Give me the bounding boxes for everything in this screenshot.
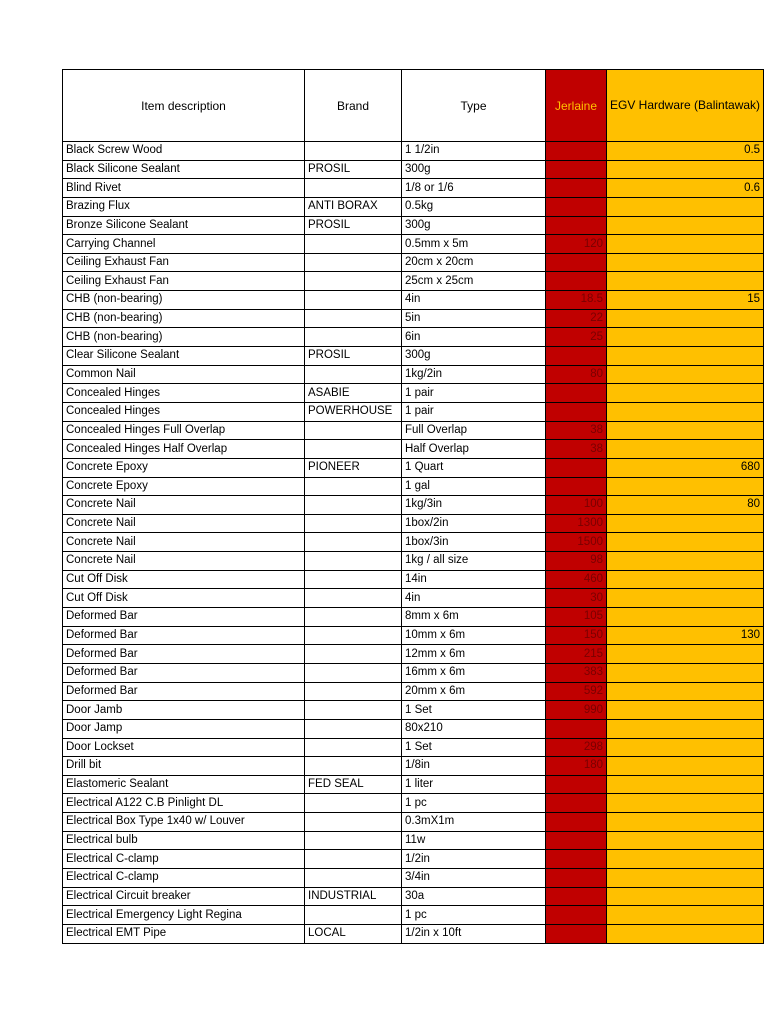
- table-row: [63, 309, 764, 328]
- table-row: [63, 496, 764, 515]
- cell-type: 1/2in x 10ft: [402, 924, 546, 943]
- cell-item-description: Electrical Circuit breaker: [63, 887, 305, 906]
- cell-jerlaine-price: [546, 477, 607, 496]
- cell-egv-price: [607, 589, 764, 608]
- cell-egv-price: [607, 160, 764, 179]
- cell-item-description: Deformed Bar: [63, 626, 305, 645]
- cell-brand: [305, 831, 402, 850]
- cell-jerlaine-price: 22: [546, 309, 607, 328]
- cell-item-description: Elastomeric Sealant: [63, 775, 305, 794]
- cell-jerlaine-price: [546, 402, 607, 421]
- cell-item-description: Electrical C-clamp: [63, 850, 305, 869]
- cell-type: 300g: [402, 347, 546, 366]
- cell-jerlaine-price: 150: [546, 626, 607, 645]
- cell-item-description: Concrete Nail: [63, 496, 305, 515]
- cell-egv-price: [607, 309, 764, 328]
- cell-type: 1 gal: [402, 477, 546, 496]
- cell-type: 1 pair: [402, 384, 546, 403]
- table-row: [63, 831, 764, 850]
- cell-egv-price: [607, 347, 764, 366]
- cell-type: 1box/3in: [402, 533, 546, 552]
- cell-item-description: Clear Silicone Sealant: [63, 347, 305, 366]
- cell-brand: [305, 235, 402, 254]
- cell-item-description: Black Screw Wood: [63, 142, 305, 161]
- cell-egv-price: [607, 552, 764, 571]
- table-row: [63, 458, 764, 477]
- cell-type: 1 1/2in: [402, 142, 546, 161]
- cell-type: Half Overlap: [402, 440, 546, 459]
- cell-brand: LOCAL: [305, 924, 402, 943]
- table-row: [63, 906, 764, 925]
- cell-egv-price: 0.5: [607, 142, 764, 161]
- cell-type: 300g: [402, 160, 546, 179]
- cell-item-description: Cut Off Disk: [63, 589, 305, 608]
- cell-brand: ASABIE: [305, 384, 402, 403]
- table-row: [63, 887, 764, 906]
- cell-type: Full Overlap: [402, 421, 546, 440]
- table-body: [63, 142, 764, 944]
- cell-type: 4in: [402, 291, 546, 310]
- cell-type: 1kg / all size: [402, 552, 546, 571]
- cell-brand: [305, 496, 402, 515]
- cell-brand: PROSIL: [305, 347, 402, 366]
- cell-brand: [305, 142, 402, 161]
- cell-jerlaine-price: 120: [546, 235, 607, 254]
- cell-egv-price: [607, 235, 764, 254]
- table-row: [63, 645, 764, 664]
- cell-type: 30a: [402, 887, 546, 906]
- cell-brand: [305, 477, 402, 496]
- cell-brand: [305, 794, 402, 813]
- cell-type: 20mm x 6m: [402, 682, 546, 701]
- cell-brand: ANTI BORAX: [305, 197, 402, 216]
- table-row: [63, 626, 764, 645]
- cell-item-description: Electrical Box Type 1x40 w/ Louver: [63, 813, 305, 832]
- cell-type: 14in: [402, 570, 546, 589]
- cell-egv-price: [607, 701, 764, 720]
- cell-egv-price: [607, 570, 764, 589]
- table-row: [63, 291, 764, 310]
- cell-egv-price: [607, 682, 764, 701]
- cell-jerlaine-price: 215: [546, 645, 607, 664]
- cell-type: 11w: [402, 831, 546, 850]
- cell-type: 0.5kg: [402, 197, 546, 216]
- header-supplier-jerlaine: Jerlaine: [546, 70, 607, 142]
- cell-brand: [305, 552, 402, 571]
- cell-type: 4in: [402, 589, 546, 608]
- cell-jerlaine-price: 105: [546, 608, 607, 627]
- cell-jerlaine-price: [546, 850, 607, 869]
- table-row: [63, 663, 764, 682]
- cell-type: 1/8 or 1/6: [402, 179, 546, 198]
- table-row: [63, 552, 764, 571]
- table-row: [63, 347, 764, 366]
- cell-jerlaine-price: [546, 216, 607, 235]
- cell-item-description: Door Jamp: [63, 719, 305, 738]
- header-row: [63, 70, 764, 142]
- cell-brand: [305, 626, 402, 645]
- table-row: [63, 384, 764, 403]
- cell-jerlaine-price: [546, 142, 607, 161]
- table-row: [63, 924, 764, 943]
- cell-egv-price: [607, 440, 764, 459]
- cell-egv-price: [607, 421, 764, 440]
- cell-item-description: Electrical bulb: [63, 831, 305, 850]
- cell-egv-price: [607, 757, 764, 776]
- cell-jerlaine-price: [546, 813, 607, 832]
- table-row: [63, 402, 764, 421]
- cell-item-description: Concealed Hinges Full Overlap: [63, 421, 305, 440]
- cell-type: 80x210: [402, 719, 546, 738]
- cell-egv-price: [607, 365, 764, 384]
- cell-brand: PROSIL: [305, 216, 402, 235]
- cell-item-description: Electrical Emergency Light Regina: [63, 906, 305, 925]
- cell-item-description: CHB (non-bearing): [63, 309, 305, 328]
- table-row: [63, 757, 764, 776]
- header-type: Type: [402, 70, 546, 142]
- cell-egv-price: 680: [607, 458, 764, 477]
- table-row: [63, 328, 764, 347]
- cell-item-description: Deformed Bar: [63, 645, 305, 664]
- cell-item-description: Common Nail: [63, 365, 305, 384]
- cell-jerlaine-price: [546, 347, 607, 366]
- cell-item-description: Electrical A122 C.B Pinlight DL: [63, 794, 305, 813]
- cell-egv-price: [607, 924, 764, 943]
- cell-item-description: Deformed Bar: [63, 608, 305, 627]
- table-row: [63, 850, 764, 869]
- cell-brand: INDUSTRIAL: [305, 887, 402, 906]
- table-row: [63, 197, 764, 216]
- table-row: [63, 608, 764, 627]
- cell-egv-price: [607, 216, 764, 235]
- cell-egv-price: [607, 850, 764, 869]
- cell-item-description: Concrete Epoxy: [63, 458, 305, 477]
- cell-type: 1 Quart: [402, 458, 546, 477]
- cell-jerlaine-price: [546, 160, 607, 179]
- cell-egv-price: [607, 272, 764, 291]
- cell-type: 0.5mm x 5m: [402, 235, 546, 254]
- cell-jerlaine-price: [546, 906, 607, 925]
- cell-egv-price: [607, 868, 764, 887]
- cell-brand: PIONEER: [305, 458, 402, 477]
- cell-jerlaine-price: 100: [546, 496, 607, 515]
- cell-type: 1 pc: [402, 794, 546, 813]
- table-row: [63, 570, 764, 589]
- cell-jerlaine-price: [546, 384, 607, 403]
- cell-type: 1box/2in: [402, 514, 546, 533]
- cell-egv-price: [607, 831, 764, 850]
- cell-egv-price: 15: [607, 291, 764, 310]
- cell-item-description: Ceiling Exhaust Fan: [63, 272, 305, 291]
- cell-brand: [305, 309, 402, 328]
- cell-brand: [305, 421, 402, 440]
- cell-egv-price: [607, 533, 764, 552]
- cell-egv-price: [607, 794, 764, 813]
- cell-type: 1 liter: [402, 775, 546, 794]
- cell-item-description: Concrete Nail: [63, 514, 305, 533]
- cell-egv-price: [607, 645, 764, 664]
- cell-item-description: Drill bit: [63, 757, 305, 776]
- cell-item-description: Black Silicone Sealant: [63, 160, 305, 179]
- cell-jerlaine-price: 1300: [546, 514, 607, 533]
- cell-jerlaine-price: 38: [546, 421, 607, 440]
- table-row: [63, 477, 764, 496]
- cell-brand: [305, 608, 402, 627]
- table-row: [63, 701, 764, 720]
- cell-item-description: Deformed Bar: [63, 663, 305, 682]
- cell-item-description: Brazing Flux: [63, 197, 305, 216]
- cell-jerlaine-price: [546, 719, 607, 738]
- cell-egv-price: [607, 775, 764, 794]
- cell-item-description: Blind Rivet: [63, 179, 305, 198]
- cell-jerlaine-price: 298: [546, 738, 607, 757]
- cell-item-description: Concrete Nail: [63, 552, 305, 571]
- cell-egv-price: [607, 738, 764, 757]
- cell-brand: FED SEAL: [305, 775, 402, 794]
- table-row: [63, 738, 764, 757]
- cell-item-description: Electrical C-clamp: [63, 868, 305, 887]
- cell-brand: [305, 906, 402, 925]
- cell-item-description: Carrying Channel: [63, 235, 305, 254]
- cell-jerlaine-price: [546, 775, 607, 794]
- cell-brand: [305, 645, 402, 664]
- cell-jerlaine-price: 25: [546, 328, 607, 347]
- cell-jerlaine-price: 18.5: [546, 291, 607, 310]
- cell-jerlaine-price: [546, 197, 607, 216]
- cell-item-description: Concealed Hinges: [63, 402, 305, 421]
- cell-jerlaine-price: [546, 179, 607, 198]
- cell-brand: [305, 533, 402, 552]
- cell-jerlaine-price: 180: [546, 757, 607, 776]
- cell-jerlaine-price: [546, 458, 607, 477]
- cell-item-description: Concealed Hinges Half Overlap: [63, 440, 305, 459]
- price-comparison-table: [62, 69, 764, 944]
- cell-brand: [305, 813, 402, 832]
- cell-brand: [305, 272, 402, 291]
- table-row: [63, 794, 764, 813]
- table-row: [63, 142, 764, 161]
- cell-egv-price: [607, 328, 764, 347]
- cell-type: 20cm x 20cm: [402, 253, 546, 272]
- table-row: [63, 682, 764, 701]
- cell-type: 1/8in: [402, 757, 546, 776]
- cell-type: 10mm x 6m: [402, 626, 546, 645]
- cell-item-description: Electrical EMT Pipe: [63, 924, 305, 943]
- cell-item-description: Cut Off Disk: [63, 570, 305, 589]
- cell-jerlaine-price: 460: [546, 570, 607, 589]
- cell-type: 25cm x 25cm: [402, 272, 546, 291]
- cell-item-description: CHB (non-bearing): [63, 291, 305, 310]
- table-row: [63, 272, 764, 291]
- cell-egv-price: [607, 402, 764, 421]
- cell-type: 16mm x 6m: [402, 663, 546, 682]
- cell-brand: POWERHOUSE: [305, 402, 402, 421]
- table-row: [63, 514, 764, 533]
- cell-egv-price: [607, 477, 764, 496]
- table-row: [63, 421, 764, 440]
- cell-brand: [305, 682, 402, 701]
- table-row: [63, 775, 764, 794]
- cell-item-description: Door Jamb: [63, 701, 305, 720]
- cell-brand: [305, 589, 402, 608]
- cell-item-description: Concrete Epoxy: [63, 477, 305, 496]
- table-row: [63, 216, 764, 235]
- table-row: [63, 813, 764, 832]
- cell-type: 1kg/3in: [402, 496, 546, 515]
- cell-type: 1 pc: [402, 906, 546, 925]
- cell-egv-price: [607, 813, 764, 832]
- cell-brand: [305, 514, 402, 533]
- cell-jerlaine-price: [546, 272, 607, 291]
- cell-jerlaine-price: [546, 253, 607, 272]
- cell-brand: [305, 440, 402, 459]
- cell-egv-price: 80: [607, 496, 764, 515]
- cell-type: 0.3mX1m: [402, 813, 546, 832]
- cell-egv-price: [607, 608, 764, 627]
- cell-jerlaine-price: 80: [546, 365, 607, 384]
- cell-type: 1 pair: [402, 402, 546, 421]
- cell-egv-price: [607, 887, 764, 906]
- cell-jerlaine-price: 38: [546, 440, 607, 459]
- table-row: [63, 868, 764, 887]
- cell-egv-price: [607, 253, 764, 272]
- cell-egv-price: [607, 384, 764, 403]
- cell-jerlaine-price: [546, 924, 607, 943]
- cell-brand: [305, 719, 402, 738]
- cell-jerlaine-price: 592: [546, 682, 607, 701]
- cell-jerlaine-price: 990: [546, 701, 607, 720]
- header-brand: Brand: [305, 70, 402, 142]
- cell-item-description: Deformed Bar: [63, 682, 305, 701]
- cell-jerlaine-price: 98: [546, 552, 607, 571]
- cell-brand: [305, 701, 402, 720]
- cell-brand: [305, 365, 402, 384]
- cell-item-description: Door Lockset: [63, 738, 305, 757]
- cell-jerlaine-price: 30: [546, 589, 607, 608]
- table-row: [63, 365, 764, 384]
- cell-brand: [305, 328, 402, 347]
- cell-item-description: Concealed Hinges: [63, 384, 305, 403]
- table-row: [63, 160, 764, 179]
- cell-type: 6in: [402, 328, 546, 347]
- cell-type: 8mm x 6m: [402, 608, 546, 627]
- cell-brand: [305, 291, 402, 310]
- cell-brand: PROSIL: [305, 160, 402, 179]
- cell-brand: [305, 738, 402, 757]
- cell-type: 12mm x 6m: [402, 645, 546, 664]
- cell-type: 3/4in: [402, 868, 546, 887]
- cell-jerlaine-price: [546, 887, 607, 906]
- cell-brand: [305, 757, 402, 776]
- cell-brand: [305, 663, 402, 682]
- cell-egv-price: [607, 719, 764, 738]
- cell-item-description: CHB (non-bearing): [63, 328, 305, 347]
- cell-type: 1 Set: [402, 701, 546, 720]
- cell-type: 1/2in: [402, 850, 546, 869]
- cell-item-description: Concrete Nail: [63, 533, 305, 552]
- table-row: [63, 589, 764, 608]
- table-row: [63, 235, 764, 254]
- cell-jerlaine-price: [546, 794, 607, 813]
- cell-brand: [305, 868, 402, 887]
- cell-item-description: Bronze Silicone Sealant: [63, 216, 305, 235]
- cell-item-description: Ceiling Exhaust Fan: [63, 253, 305, 272]
- cell-type: 5in: [402, 309, 546, 328]
- cell-jerlaine-price: 1500: [546, 533, 607, 552]
- table-row: [63, 719, 764, 738]
- cell-egv-price: [607, 197, 764, 216]
- table-row: [63, 440, 764, 459]
- cell-egv-price: [607, 663, 764, 682]
- cell-type: 1kg/2in: [402, 365, 546, 384]
- header-supplier-egv: EGV Hardware (Balintawak): [607, 70, 764, 142]
- cell-brand: [305, 253, 402, 272]
- cell-brand: [305, 179, 402, 198]
- table-row: [63, 179, 764, 198]
- table-row: [63, 253, 764, 272]
- cell-jerlaine-price: [546, 868, 607, 887]
- table-row: [63, 533, 764, 552]
- cell-egv-price: [607, 906, 764, 925]
- cell-egv-price: 0.6: [607, 179, 764, 198]
- cell-brand: [305, 850, 402, 869]
- cell-type: 1 Set: [402, 738, 546, 757]
- cell-jerlaine-price: [546, 831, 607, 850]
- header-item-description: Item description: [63, 70, 305, 142]
- cell-jerlaine-price: 383: [546, 663, 607, 682]
- cell-egv-price: 130: [607, 626, 764, 645]
- cell-type: 300g: [402, 216, 546, 235]
- cell-egv-price: [607, 514, 764, 533]
- cell-brand: [305, 570, 402, 589]
